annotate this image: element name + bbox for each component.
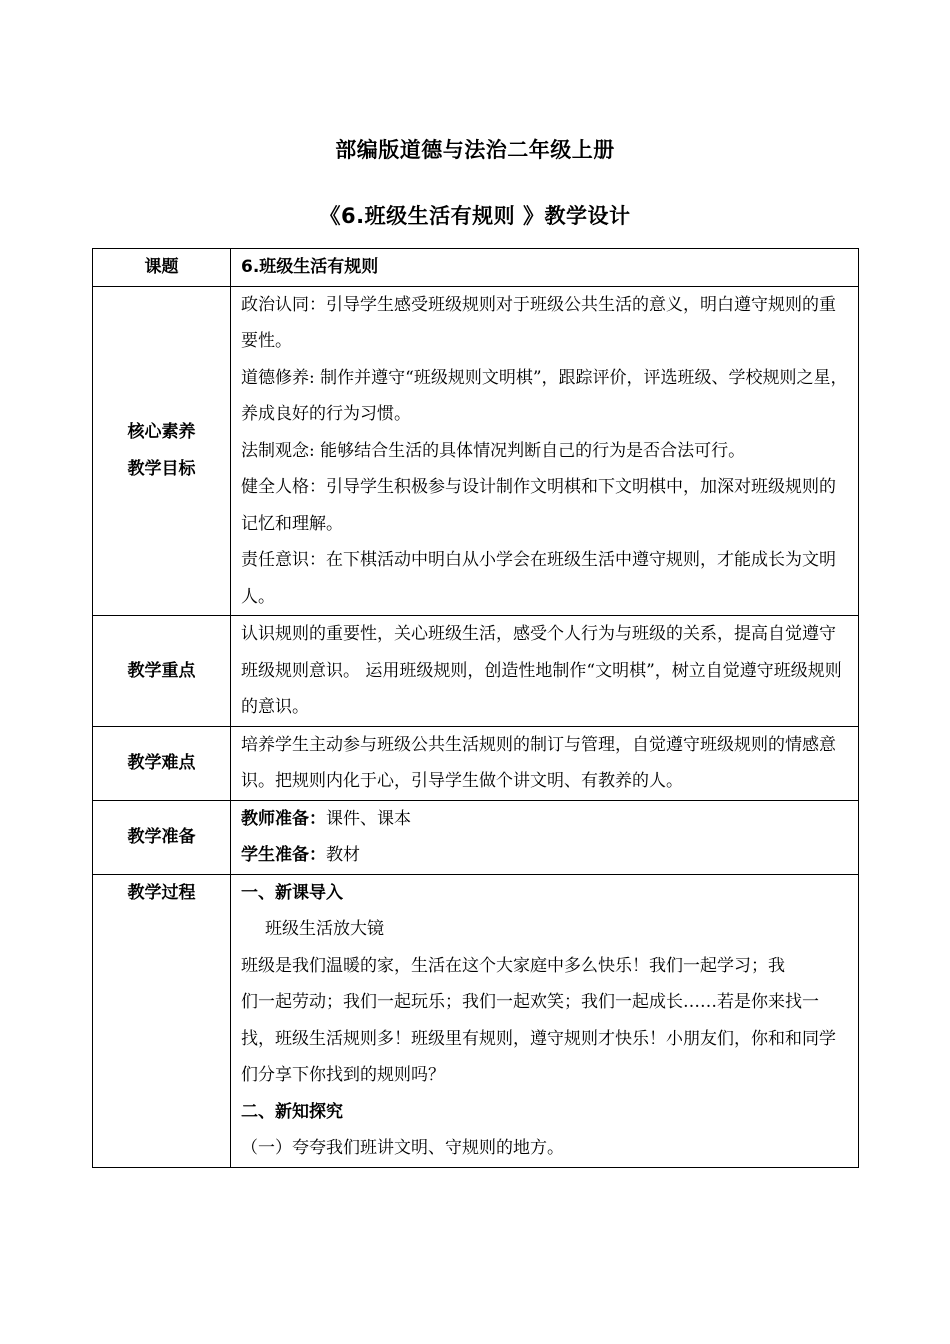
section2-heading: 二、新知探究 (241, 1101, 343, 1122)
goals-label-line2: 教学目标 (127, 458, 196, 479)
teacher-prep-label: 教师准备： (241, 808, 326, 829)
row-process (93, 874, 859, 1167)
key-points-text: 认识规则的重要性，关心班级生活，感受个人行为与班级的关系，提高自觉遵守班级规则意识。 运用班级规则，创造性地制作“文明棋”，树立自觉遵守班级规则的意识。 (231, 616, 859, 727)
section1-subheading: 班级生活放大镜 (265, 919, 384, 939)
preparation-label: 教学准备 (93, 800, 231, 874)
goal-item: 法制观念: 能够结合生活的具体情况判断自己的行为是否合法可行。 (241, 440, 746, 461)
row-topic (93, 249, 859, 287)
goals-label-line1: 核心素养 (127, 422, 196, 443)
student-prep-value: 教材 (326, 845, 360, 865)
row-difficult-points (93, 726, 859, 800)
key-points-label: 教学重点 (93, 616, 231, 727)
row-goals (93, 286, 859, 616)
row-preparation (93, 800, 859, 874)
student-prep (241, 837, 850, 874)
goal-item: 政治认同：引导学生感受班级规则对于班级公共生活的意义，明白遵守规则的重要性。 (241, 294, 836, 351)
difficult-points-label: 教学难点 (93, 726, 231, 800)
section2-subheading: （一）夸夸我们班讲文明、守规则的地方。 (241, 1138, 564, 1158)
section1-paragraph-b: 们一起劳动；我们一起玩乐；我们一起欢笑；我们一起成长……若是你来找一找，班级生活规则多！班级里有规则，遵守规则才快乐！小朋友们，你和和同学们分享下你找到的规则吗？ (241, 992, 836, 1085)
lesson-plan-table (92, 248, 859, 1168)
teacher-prep-value: 课件、课本 (326, 808, 411, 829)
goals-label (93, 286, 231, 616)
goal-item: 道德修养: 制作并遵守“班级规则文明棋”，跟踪评价，评选班级、学校规则之星，养成良好的行为习惯。 (241, 367, 848, 424)
section1-heading: 一、新课导入 (241, 882, 343, 903)
process-label: 教学过程 (93, 874, 231, 1167)
row-key-points (93, 616, 859, 727)
lesson-title: 《6.班级生活有规则 》教学设计 (319, 204, 631, 228)
document-title: 部编版道德与法治二年级上册 (335, 138, 615, 162)
goal-item: 责任意识：在下棋活动中明白从小学会在班级生活中遵守规则，才能成长为文明人。 (241, 550, 836, 607)
goal-item: 健全人格：引导学生积极参与设计制作文明棋和下文明棋中，加深对班级规则的记忆和理解。 (241, 477, 836, 534)
student-prep-label: 学生准备： (241, 845, 326, 865)
teacher-prep (241, 801, 850, 838)
topic-label: 课题 (93, 249, 231, 287)
section1-paragraph-a: 班级是我们温暖的家，生活在这个大家庭中多么快乐！我们一起学习；我 (241, 955, 785, 976)
process-content (231, 874, 859, 1167)
goals-content (231, 286, 859, 616)
topic-value: 6.班级生活有规则 (231, 249, 859, 287)
preparation-content (231, 800, 859, 874)
difficult-points-text: 培养学生主动参与班级公共生活规则的制订与管理，自觉遵守班级规则的情感意识。把规则内化于心，引导学生做个讲文明、有教养的人。 (231, 726, 859, 800)
